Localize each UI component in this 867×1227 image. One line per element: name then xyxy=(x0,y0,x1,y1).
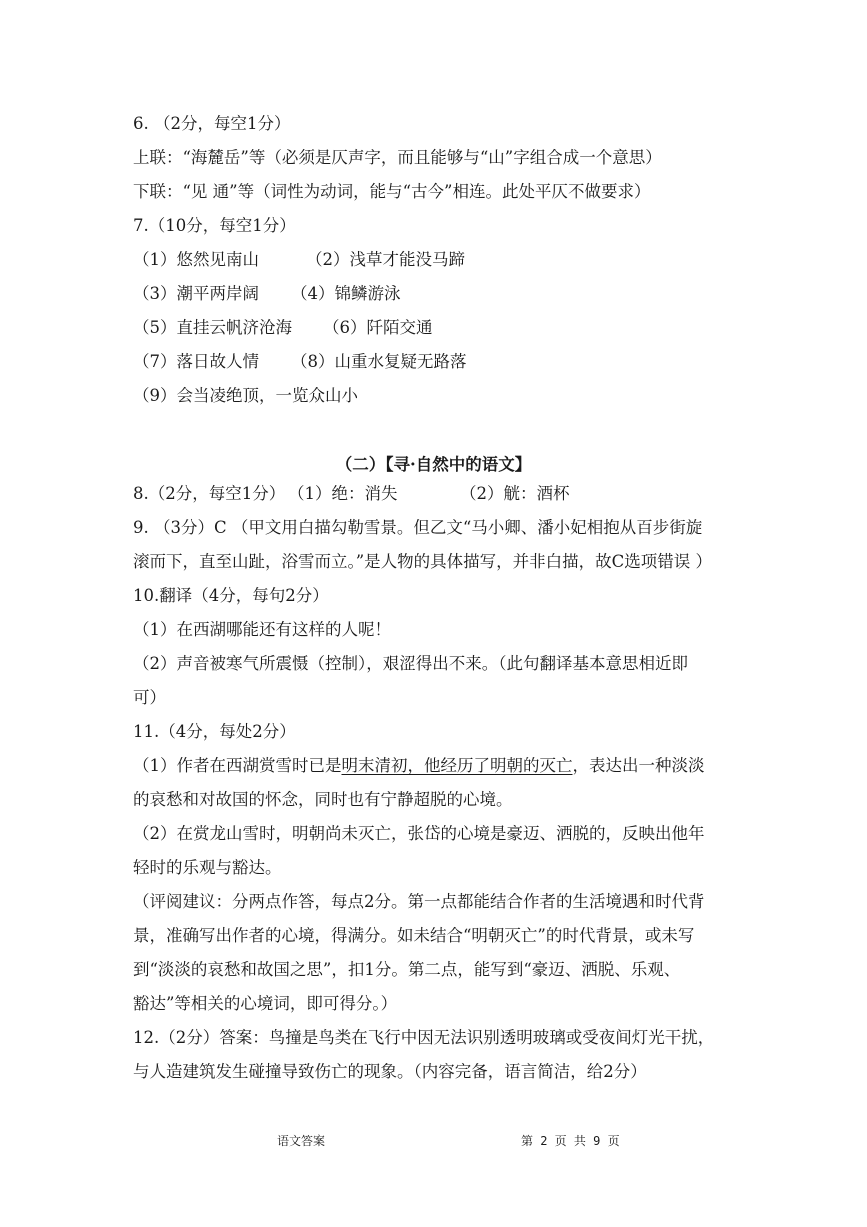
q7-row-4 xyxy=(133,351,753,373)
q11-note-line-1: （评阅建议：分两点作答，每点2分。第一点都能结合作者的生活境遇和时代背 xyxy=(133,892,705,911)
q8-answer-2: （2）觥：酒杯 xyxy=(460,484,570,503)
q7-item-3: （3）潮平两岸阔 xyxy=(133,284,259,303)
q11-underlined-phrase: 明末清初，他经历了明朝的灭亡 xyxy=(341,756,573,775)
q12-line-1: 12.（2分）答案：鸟撞是鸟类在飞行中因无法识别透明玻璃或受夜间灯光干扰， xyxy=(133,1028,715,1047)
q11-answer-1-line-2: 的哀愁和对故国的怀念，同时也有宁静超脱的心境。 xyxy=(133,790,513,809)
q7-item-1: （1）悠然见南山 xyxy=(133,250,259,269)
q11-answer-2-line-1: （2）在赏龙山雪时，明朝尚未灭亡，张岱的心境是豪迈、洒脱的，反映出他年 xyxy=(133,824,705,843)
q11-answer-1-line-1 xyxy=(133,755,753,777)
q11-note-line-2: 景，准确写出作者的心境，得满分。如未结合“明朝灭亡”的时代背景，或未写 xyxy=(133,926,695,945)
q7-item-7: （7）落日故人情 xyxy=(133,352,259,371)
footer-page-number: 第 2 页 共 9 页 xyxy=(521,1134,620,1148)
q8-answer-1: （1）绝：消失 xyxy=(288,484,398,503)
q11-note-line-3: 到“淡淡的哀愁和故国之思”，扣1分。第二点，能写到“豪迈、洒脱、乐观、 xyxy=(133,960,681,979)
q11-answer-2-line-2: 轻时的乐观与豁达。 xyxy=(133,858,282,877)
q8-heading: 8.（2分，每空1分） xyxy=(133,484,286,503)
q7-row-2 xyxy=(133,283,753,305)
q7-item-9: （9）会当凌绝顶，一览众山小 xyxy=(133,386,358,405)
q9-line-1: 9. （3分）C （甲文用白描勾勒雪景。但乙文“马小卿、潘小妃相抱从百步街旋 xyxy=(133,518,703,537)
q7-item-2: （2）浅草才能没马蹄 xyxy=(306,250,465,269)
q11-note-line-4: 豁达”等相关的心境词，即可得分。） xyxy=(133,994,398,1013)
section-two-title: （二）【寻·自然中的语文】 xyxy=(335,455,532,474)
q7-item-8: （8）山重水复疑无路落 xyxy=(291,352,467,371)
q12-line-2: 与人造建筑发生碰撞导致伤亡的现象。（内容完备，语言简洁，给2分） xyxy=(133,1062,647,1081)
q7-item-6: （6）阡陌交通 xyxy=(323,318,433,337)
q7-heading: 7.（10分，每空1分） xyxy=(133,216,296,235)
q6-heading: 6. （2分，每空1分） xyxy=(133,114,291,133)
q11-answer-1-suffix: ，表达出一种淡淡 xyxy=(572,756,705,775)
q9-line-2: 滚而下，直至山趾，浴雪而立。”是人物的具体描写，并非白描，故C选项错误 ） xyxy=(133,552,713,571)
q7-item-4: （4）锦鳞游泳 xyxy=(291,284,401,303)
footer-subject: 语文答案 xyxy=(277,1134,326,1148)
q11-heading: 11.（4分，每处2分） xyxy=(133,722,296,741)
q10-heading: 10.翻译（4分，每句2分） xyxy=(133,586,329,605)
q7-row-3 xyxy=(133,317,753,339)
q10-answer-2-line-2: 可） xyxy=(133,688,166,707)
q10-answer-1: （1）在西湖哪能还有这样的人呢！ xyxy=(133,620,391,639)
q7-item-5: （5）直挂云帆济沧海 xyxy=(133,318,292,337)
q6-lower-couplet: 下联：“见 通”等（词性为动词，能与“古今”相连。此处平仄不做要求） xyxy=(133,182,651,201)
q10-answer-2-line-1: （2）声音被寒气所震慑（控制），艰涩得出不来。（此句翻译基本意思相近即 xyxy=(133,654,688,673)
q11-answer-1-prefix: （1）作者在西湖赏雪时已是 xyxy=(133,756,342,775)
q7-row-1 xyxy=(133,249,753,271)
q6-upper-couplet: 上联：“海麓岳”等（必须是仄声字，而且能够与“山”字组合成一个意思） xyxy=(133,148,662,167)
q8-row xyxy=(133,483,753,505)
